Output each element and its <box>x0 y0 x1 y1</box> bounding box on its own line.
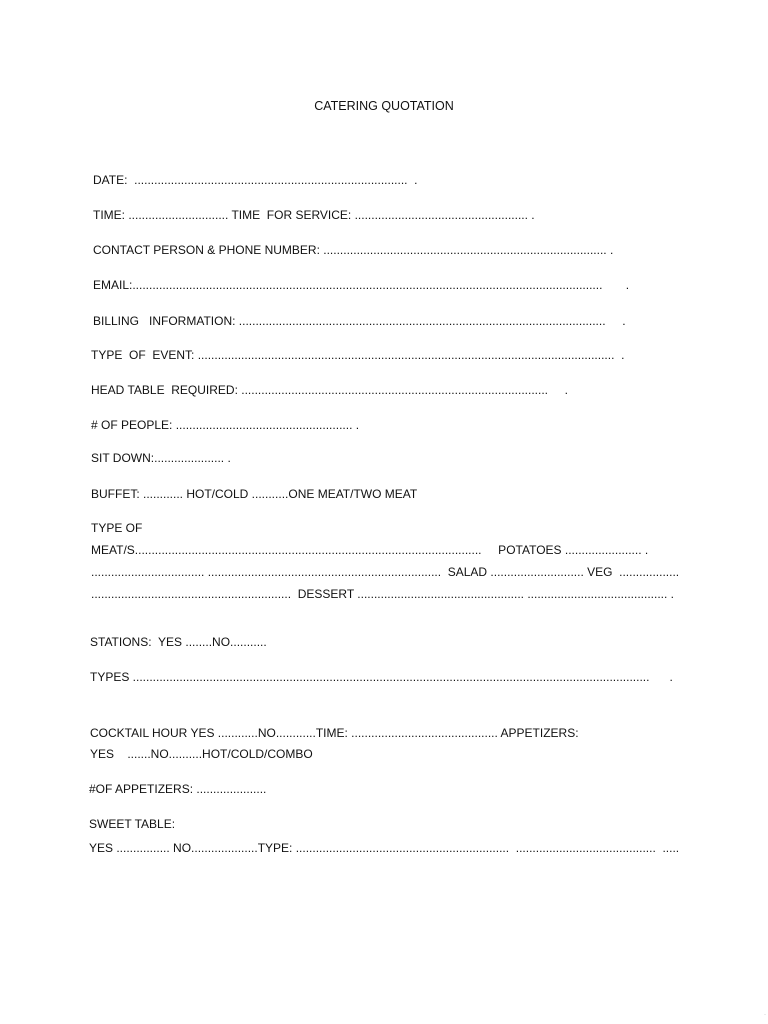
sweet-table-field: YES ................ NO....................TYPE: ................................................................ .......................................... ..... <box>89 841 680 855</box>
billing-field: BILLING INFORMATION: .............................................................................................................. . <box>93 314 626 328</box>
buffet-field: BUFFET: ............ HOT/COLD ...........ONE MEAT/TWO MEAT <box>91 487 418 501</box>
sweet-table-label: SWEET TABLE: <box>89 817 176 831</box>
event-type-field: TYPE OF EVENT: ............................................................................................................................. . <box>91 348 625 362</box>
email-field: EMAIL:............................................................................................................................................. . <box>93 278 630 292</box>
people-field: # OF PEOPLE: ..................................................... . <box>91 418 360 432</box>
date-field: DATE: .................................................................................. . <box>93 173 418 187</box>
time-field: TIME: .............................. TIME FOR SERVICE: .................................................... . <box>93 208 535 222</box>
document-title: CATERING QUOTATION <box>314 99 454 113</box>
types-field: TYPES ........................................................................................................................................................... . <box>90 670 673 684</box>
num-appetizers-field: #OF APPETIZERS: ..................... <box>89 782 267 796</box>
head-table-field: HEAD TABLE REQUIRED: ............................................................................................ . <box>91 383 568 397</box>
contact-field: CONTACT PERSON & PHONE NUMBER: ..................................................................................... . <box>93 243 614 257</box>
stations-field: STATIONS: YES ........NO........... <box>90 635 267 649</box>
page-corner-mark: · <box>764 1012 766 1018</box>
appetizers-options-field: YES .......NO..........HOT/COLD/COMBO <box>90 747 313 761</box>
salad-veg-field: .................................. ...................................................................... SALAD ............................ VEG .................. <box>91 565 680 579</box>
type-of-label: TYPE OF <box>91 521 143 535</box>
meats-potatoes-field: MEAT/S........................................................................................................ POTATOES ....................... . <box>91 543 649 557</box>
sit-down-field: SIT DOWN:..................... . <box>91 451 231 465</box>
cocktail-hour-field: COCKTAIL HOUR YES ............NO............TIME: ............................................ APPETIZERS: <box>90 726 579 740</box>
dessert-field: ............................................................ DESSERT .................................................. .......................................... . <box>91 587 675 601</box>
